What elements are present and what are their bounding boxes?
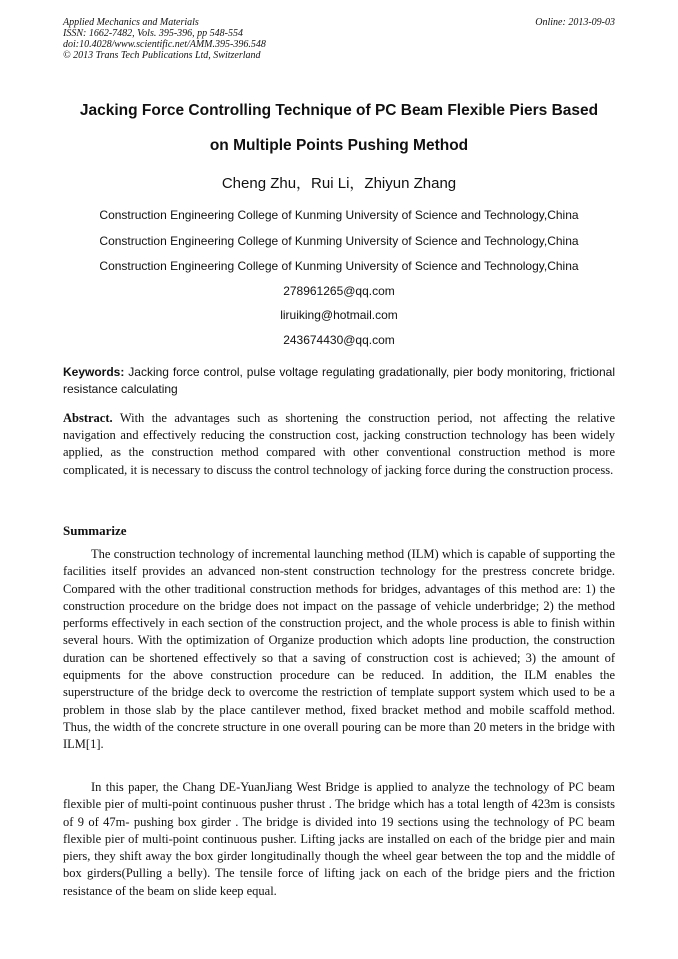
copyright-line: © 2013 Trans Tech Publications Ltd, Switzerland: [63, 50, 261, 61]
running-header: [63, 17, 615, 61]
keywords-block: [63, 364, 615, 398]
body-paragraph-2: In this paper, the Chang DE-YuanJiang West Bridge is applied to analyze the technology of PC beam flexible pier of multi-point continuous pusher thrust . The bridge which has a total length of 423m is consists of 9 of 47m- pushing box girder . The bridge is divided into 19 sections using the technology of PC beam flexible pier of multi-point continuous pusher. Lifting jacks are installed on each of the bridge pier and main piers, they shift away the box girder longitudinally though the wheel gear between the top and the middle of box girders(Pulling a belly). The tensile force of lifting jack on each of the bridge piers and the friction resistance of the beam on slide keep equal.: [63, 780, 615, 898]
abstract-text: With the advantages such as shortening the construction period, not affecting the relative navigation and effectively reducing the construction cost, jacking construction technology has been widely applied, as the construction method compared with other conventional construction method is more complicated, it is necessary to discuss the control technology of jacking force during the construction process.: [63, 411, 615, 477]
paper-title: [40, 93, 638, 163]
affiliation-2: Construction Engineering College of Kunming University of Science and Technology,China: [99, 234, 579, 248]
abstract-block: [63, 410, 615, 479]
section-heading: Summarize: [63, 523, 127, 538]
title-line-1: Jacking Force Controlling Technique of PC Beam Flexible Piers Based: [79, 102, 599, 119]
title-line-2: on Multiple Points Pushing Method: [209, 137, 469, 154]
journal-name: Applied Mechanics and Materials: [63, 17, 199, 28]
online-date: Online: 2013-09-03: [535, 17, 615, 28]
email-1: 278961265@qq.com: [283, 284, 395, 298]
affiliation-3: Construction Engineering College of Kunming University of Science and Technology,China: [99, 259, 579, 273]
body-paragraph-1: The construction technology of incremental launching method (ILM) which is capable of supporting the facilities itself provides an advanced non-stent construction technology for the prestress concrete bridge. Compared with the other traditional construction methods for bridges, advantages of this method are: 1) the construction procedure on the bridge does not impact on the passage of vehicle underbridge; 2) the method performs effectively in each section of the construction project, and the whole process is able to finish within several hours. With the optimization of Organize production which adopts line production, the construction duration can be shortened effectively so that a saving of construction cost is achieved; 3) the amount of equipments for the above construction procedure can be reduced. In addition, the ILM enables the superstructure of the bridge deck to overcome the restriction of template support system which used to be a problem in those slab by the place cantilever method, fixed bracket method and mobile scaffold method. Thus, the width of the concrete structure in one overall pouring can be more than 20 meters in the bridge with ILM[1].: [63, 547, 615, 752]
email-2: liruiking@hotmail.com: [280, 308, 398, 322]
affiliation-1: Construction Engineering College of Kunming University of Science and Technology,China: [99, 208, 579, 222]
issn-line: ISSN: 1662-7482, Vols. 395-396, pp 548-554: [63, 28, 243, 39]
email-3: 243674430@qq.com: [283, 333, 395, 347]
author-list: Cheng Zhu，Rui Li，Zhiyun Zhang: [221, 175, 457, 192]
keywords-label: Keywords:: [63, 365, 125, 379]
doi-line: doi:10.4028/www.scientific.net/AMM.395-396.548: [63, 39, 266, 50]
abstract-label: Abstract.: [63, 411, 113, 425]
keywords-text: Jacking force control, pulse voltage regulating gradationally, pier body monitoring, frictional resistance calculating: [63, 365, 615, 396]
